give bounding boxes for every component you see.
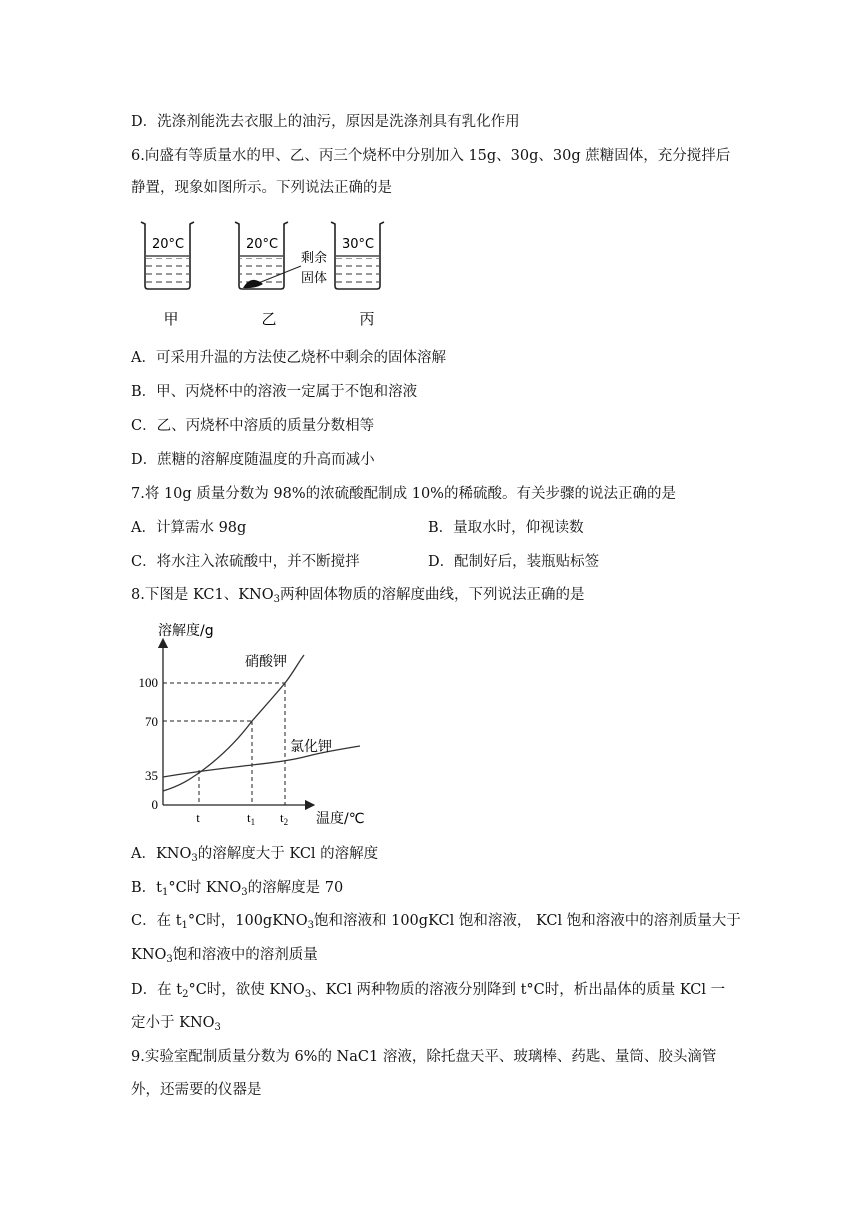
q6-stem-line1: 6.向盛有等质量水的甲、乙、丙三个烧杯中分别加入 15g、30g、30g 蔗糖固体，充分搅拌后 bbox=[131, 148, 731, 164]
q6-option-d: D．蔗糖的溶解度随温度的升高而减小 bbox=[131, 452, 375, 468]
q9-stem-line2: 外，还需要的仪器是 bbox=[131, 1082, 262, 1098]
beaker-jia-label: 甲 bbox=[163, 310, 179, 328]
beaker-jia-temp: 20°C bbox=[151, 237, 185, 252]
x-tick-t1: $t_1$ bbox=[246, 810, 256, 827]
q9-stem-line1: 9.实验室配制质量分数为 6%的 NaC1 溶液，除托盘天平、玻璃棒、药匙、量筒、胶头滴管 bbox=[131, 1049, 717, 1065]
beaker-yi-temp: 20°C bbox=[245, 237, 279, 252]
y-tick-35: 35 bbox=[145, 768, 158, 783]
q7-option-a: A．计算需水 98g bbox=[131, 520, 247, 536]
q6-option-b: B．甲、丙烧杯中的溶液一定属于不饱和溶液 bbox=[131, 384, 418, 400]
x-tick-t2: $t_2$ bbox=[279, 810, 289, 827]
q8-option-d-line1: D．在 $t_2^\circ C$时，欲使 $KNO_3$、KCl 两种物质的溶液分别降到 t°C时，析出晶体的质量 KCl 一 bbox=[131, 982, 726, 1000]
q8-option-c-line1: C．在 $t_1^\circ C$时，100gKNO$_3$饱和溶液和 100gKCl 饱和溶液， KCl 饱和溶液中的溶剂质量大于 bbox=[131, 913, 741, 931]
beaker-jia bbox=[141, 222, 194, 289]
beaker-bing bbox=[331, 222, 384, 289]
beaker-bing-temp: 30°C bbox=[341, 237, 375, 252]
residue-label-2: 固体 bbox=[300, 271, 328, 286]
q8-stem: 8.下图是 KC1、$KNO_3$两种固体物质的溶解度曲线，下列说法正确的是 bbox=[131, 587, 585, 605]
q7-stem: 7.将 10g 质量分数为 98%的浓硫酸配制成 10%的稀硫酸。有关步骤的说法正确的是 bbox=[131, 486, 676, 502]
beaker-yi bbox=[235, 222, 327, 289]
x-axis-label: 温度/℃ bbox=[316, 811, 365, 827]
kno3-curve bbox=[163, 655, 304, 791]
q5-option-d: D．洗涤剂能洗去衣服上的油污，原因是洗涤剂具有乳化作用 bbox=[131, 114, 520, 130]
y-tick-100: 100 bbox=[138, 675, 158, 690]
kcl-label: 氯化钾 bbox=[290, 739, 332, 755]
y-axis-label: 溶解度/g bbox=[158, 623, 214, 639]
q8-option-b: B．$t_1^\circ C$时 $KNO_3$的溶解度是 70 bbox=[131, 880, 344, 898]
q8-option-d-line2: 定小于 $KNO_3$ bbox=[131, 1015, 221, 1033]
x-tick-t: t bbox=[196, 810, 200, 825]
q6-option-c: C．乙、丙烧杯中溶质的质量分数相等 bbox=[131, 418, 375, 434]
q6-stem-line2: 静置，现象如图所示。下列说法正确的是 bbox=[131, 180, 392, 196]
solubility-chart bbox=[138, 615, 378, 830]
kno3-label: 硝酸钾 bbox=[245, 654, 287, 670]
beaker-bing-label: 丙 bbox=[359, 310, 375, 328]
q8-option-a: A．$KNO_3$的溶解度大于 KCl 的溶解度 bbox=[131, 846, 379, 864]
y-tick-0: 0 bbox=[151, 797, 158, 812]
beakers-figure bbox=[135, 214, 395, 332]
q7-option-c: C．将水注入浓硫酸中，并不断搅拌 bbox=[131, 554, 360, 570]
guide-lines bbox=[163, 683, 285, 805]
q7-option-d: D．配制好后，装瓶贴标签 bbox=[428, 554, 600, 570]
beaker-yi-label: 乙 bbox=[261, 310, 277, 328]
residue-label-1: 剩余 bbox=[300, 251, 328, 266]
q8-option-c-line2: $KNO_3$饱和溶液中的溶剂质量 bbox=[131, 947, 318, 965]
q6-option-a: A．可采用升温的方法使乙烧杯中剩余的固体溶解 bbox=[131, 350, 446, 366]
y-tick-70: 70 bbox=[145, 714, 158, 729]
q7-option-b: B．量取水时，仰视读数 bbox=[428, 520, 584, 536]
